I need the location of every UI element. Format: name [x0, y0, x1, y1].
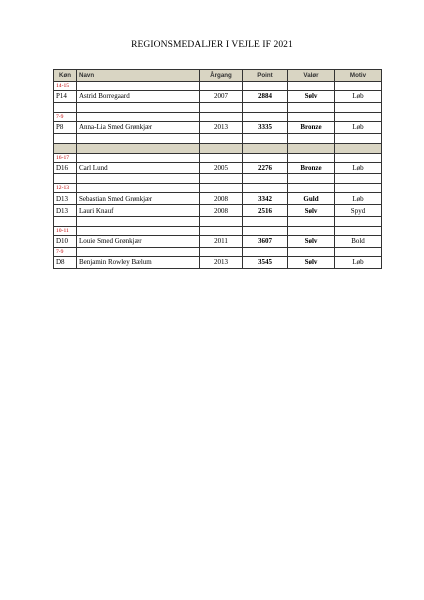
cell-valor: Guld: [288, 193, 335, 205]
cell-kon: D13: [54, 193, 77, 205]
medal-table: [53, 69, 382, 269]
blank-row: [54, 216, 382, 226]
table-row: [54, 162, 382, 174]
group-label: 10-11: [54, 226, 77, 235]
group-label: 16-17: [54, 153, 77, 162]
group-header-row: [54, 153, 382, 162]
table-row: [54, 235, 382, 247]
table-row: [54, 91, 382, 103]
cell-valor: Bronze: [288, 121, 335, 133]
cell-kon: D13: [54, 205, 77, 217]
cell-aargang: 2008: [200, 205, 243, 217]
cell-aargang: 2008: [200, 193, 243, 205]
cell-navn: Lauri Knauf: [77, 205, 200, 217]
group-label: 12-13: [54, 184, 77, 193]
cell-motiv: Løb: [335, 256, 382, 268]
cell-navn: Benjamin Rowley Bælum: [77, 256, 200, 268]
cell-valor: Sølv: [288, 256, 335, 268]
cell-aargang: 2007: [200, 91, 243, 103]
table-row: [54, 205, 382, 217]
cell-valor: Bronze: [288, 162, 335, 174]
cell-kon: D8: [54, 256, 77, 268]
shaded-separator-row: [54, 143, 382, 153]
cell-motiv: Spyd: [335, 205, 382, 217]
col-header-valor: Valør: [288, 70, 335, 82]
cell-valor: Sølv: [288, 205, 335, 217]
blank-row: [54, 102, 382, 112]
table-row: [54, 256, 382, 268]
col-header-kon: Køn: [54, 70, 77, 82]
cell-kon: P8: [54, 121, 77, 133]
group-header-row: [54, 226, 382, 235]
blank-row: [54, 174, 382, 184]
group-header-row: [54, 82, 382, 91]
group-label: 7-9: [54, 247, 77, 256]
header-row: [54, 70, 382, 82]
col-header-navn: Navn: [77, 70, 200, 82]
cell-point: 2516: [243, 205, 288, 217]
cell-motiv: Løb: [335, 193, 382, 205]
cell-valor: Sølv: [288, 91, 335, 103]
cell-aargang: 2013: [200, 121, 243, 133]
blank-row: [54, 133, 382, 143]
cell-aargang: 2011: [200, 235, 243, 247]
cell-kon: P14: [54, 91, 77, 103]
group-header-row: [54, 184, 382, 193]
cell-point: 3607: [243, 235, 288, 247]
cell-motiv: Løb: [335, 162, 382, 174]
cell-point: 3342: [243, 193, 288, 205]
cell-point: 2884: [243, 91, 288, 103]
cell-motiv: Løb: [335, 121, 382, 133]
cell-kon: D16: [54, 162, 77, 174]
cell-navn: Louie Smed Grønkjær: [77, 235, 200, 247]
col-header-motiv: Motiv: [335, 70, 382, 82]
cell-valor: Sølv: [288, 235, 335, 247]
cell-navn: Sebastian Smed Grønkjær: [77, 193, 200, 205]
cell-aargang: 2005: [200, 162, 243, 174]
cell-kon: D10: [54, 235, 77, 247]
cell-point: 2276: [243, 162, 288, 174]
table-row: [54, 121, 382, 133]
cell-navn: Astrid Borregaard: [77, 91, 200, 103]
table-row: [54, 193, 382, 205]
cell-aargang: 2013: [200, 256, 243, 268]
cell-point: 3335: [243, 121, 288, 133]
col-header-point: Point: [243, 70, 288, 82]
group-header-row: [54, 112, 382, 121]
cell-point: 3545: [243, 256, 288, 268]
col-header-aargang: Årgang: [200, 70, 243, 82]
group-label: 7-9: [54, 112, 77, 121]
page-title: REGIONSMEDALJER I VEJLE IF 2021: [131, 40, 293, 50]
cell-motiv: Løb: [335, 91, 382, 103]
cell-motiv: Bold: [335, 235, 382, 247]
cell-navn: Carl Lund: [77, 162, 200, 174]
group-header-row: [54, 247, 382, 256]
cell-navn: Anna-Lia Smed Grønkjær: [77, 121, 200, 133]
group-label: 14-15: [54, 82, 77, 91]
